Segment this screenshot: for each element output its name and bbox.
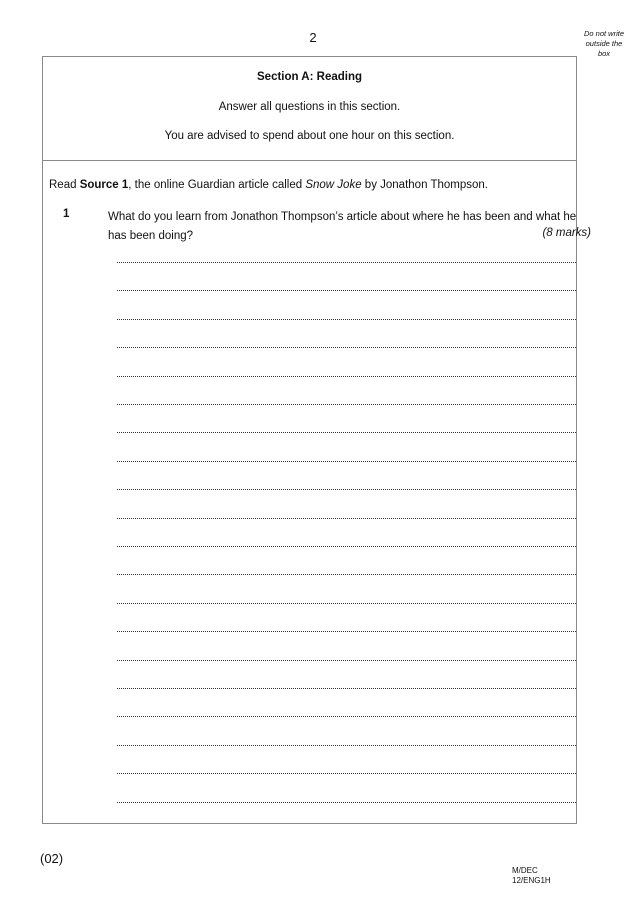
answer-box-frame xyxy=(42,56,591,824)
footer-reference xyxy=(512,866,551,886)
answer-line[interactable] xyxy=(117,574,576,575)
answer-line[interactable] xyxy=(117,716,576,717)
margin-note xyxy=(578,29,630,59)
footer-reference-line: 12/ENG1H xyxy=(512,876,551,885)
reading-suffix: by Jonathon Thompson. xyxy=(361,179,488,191)
answer-line[interactable] xyxy=(117,802,576,803)
answer-line[interactable] xyxy=(117,773,576,774)
answer-line[interactable] xyxy=(117,319,576,320)
answer-line[interactable] xyxy=(117,660,576,661)
answer-line[interactable] xyxy=(117,262,576,263)
answer-lines[interactable] xyxy=(43,57,576,823)
answer-line[interactable] xyxy=(117,603,576,604)
question-number: 1 xyxy=(63,208,70,220)
source-label: Source 1 xyxy=(79,179,129,191)
section-instruction: You are advised to spend about one hour on this section. xyxy=(164,130,455,142)
answer-line[interactable] xyxy=(117,518,576,519)
margin-note-line: outside the xyxy=(585,39,623,48)
answer-line[interactable] xyxy=(117,489,576,490)
section-title: Section A: Reading xyxy=(257,71,362,83)
footer-reference-line: M/DEC xyxy=(512,866,538,875)
answer-line[interactable] xyxy=(117,404,576,405)
answer-line[interactable] xyxy=(117,347,576,348)
answer-line[interactable] xyxy=(117,631,576,632)
margin-note-line: box xyxy=(597,49,611,58)
question-text: What do you learn from Jonathon Thompson’s article about where he has been and what he has been doing? xyxy=(108,211,577,242)
answer-line[interactable] xyxy=(117,745,576,746)
reading-prefix: Read xyxy=(49,179,80,191)
reading-middle: , the online Guardian article called xyxy=(128,179,306,191)
answer-line[interactable] xyxy=(117,376,576,377)
question-marks: (8 marks) xyxy=(542,227,591,239)
page-code: (02) xyxy=(40,851,64,866)
page-number: 2 xyxy=(309,30,317,45)
margin-note-line: Do not write xyxy=(583,29,625,38)
answer-line[interactable] xyxy=(117,688,576,689)
answer-line[interactable] xyxy=(117,432,576,433)
section-instruction: Answer all questions in this section. xyxy=(218,101,401,113)
article-title: Snow Joke xyxy=(305,179,362,191)
answer-line[interactable] xyxy=(117,290,576,291)
answer-line[interactable] xyxy=(117,546,576,547)
answer-line[interactable] xyxy=(117,461,576,462)
